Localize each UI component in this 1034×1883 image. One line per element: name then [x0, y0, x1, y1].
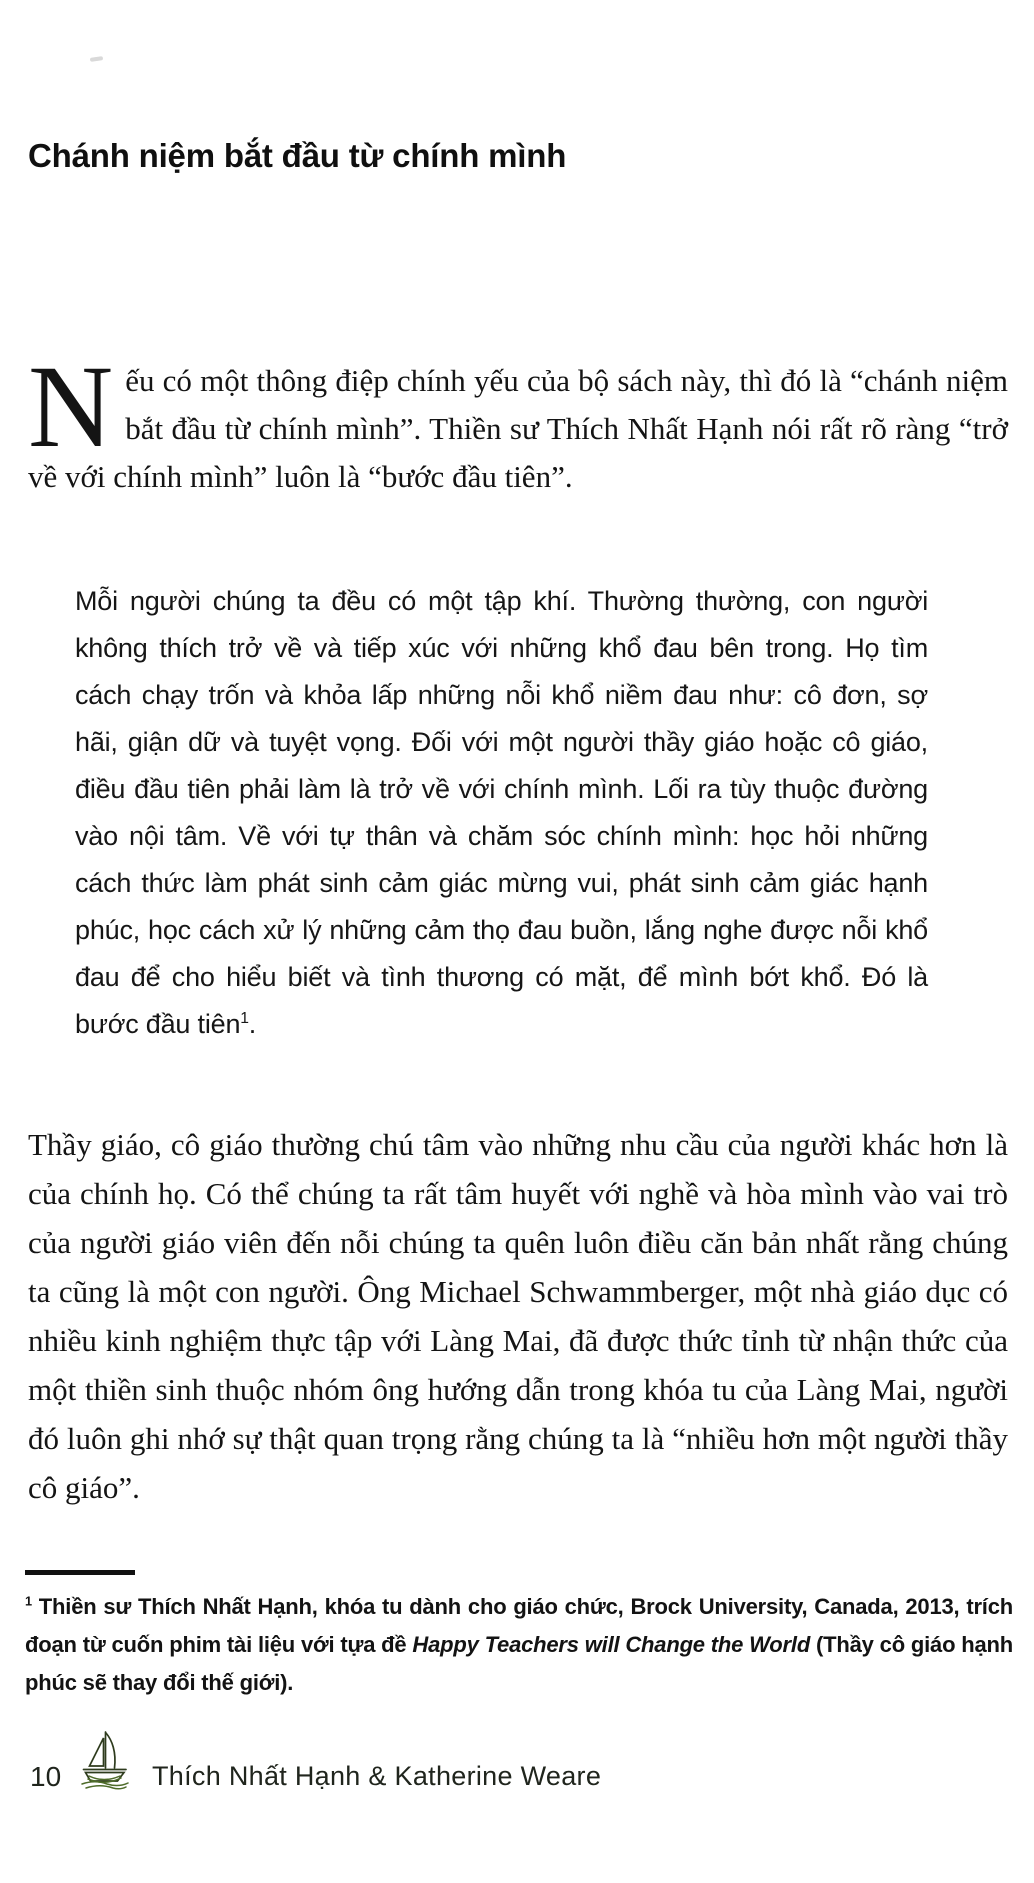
- scan-speck: [90, 56, 103, 62]
- body-paragraph: Thầy giáo, cô giáo thường chú tâm vào những nhu cầu của người khác hơn là của chính họ. Có thể chúng ta rất tâm huyết với nghề và hòa mình vào vai trò của người giáo viên đến nỗi chúng ta quên luôn điều căn bản nhất rằng chúng ta cũng là một con người. Ông Michael Schwammberger, một nhà giáo dục có nhiều kinh nghiệm thực tập với Làng Mai, đã được thức tỉnh từ nhận thức của một thiền sinh thuộc nhóm ông hướng dẫn trong khóa tu của Làng Mai, người đó luôn ghi nhớ sự thật quan trọng rằng chúng ta là “nhiều hơn một người thầy cô giáo”.: [28, 1127, 1008, 1505]
- page-number: 10: [30, 1761, 62, 1792]
- intro-paragraph: [28, 341, 1008, 501]
- quote-block: [75, 578, 928, 1048]
- footnote-reference: 1: [240, 1010, 249, 1027]
- drop-cap: N: [28, 341, 114, 472]
- footnote-book-title: Happy Teachers will Change the World: [412, 1632, 811, 1657]
- quote-text: Mỗi người chúng ta đều có một tập khí. Thường thường, con người không thích trở về và tiếp xúc với những khổ đau bên trong. Họ tìm cách chạy trốn và khỏa lấp những nỗi khổ niềm đau như: cô đơn, sợ hãi, giận dữ và tuyệt vọng. Đối với một người thầy giáo hoặc cô giáo, điều đầu tiên phải làm là trở về với chính mình. Lối ra tùy thuộc đường vào nội tâm. Về với tự thân và chăm sóc chính mình: học hỏi những cách thức làm phát sinh cảm giác mừng vui, phát sinh cảm giác hạnh phúc, học cách xử lý những cảm thọ đau buồn, lắng nghe được nỗi khổ đau để cho hiểu biết và tình thương có mặt, để mình bớt khổ. Đó là bước đầu tiên: [75, 586, 928, 1039]
- footnote-text-before: Thiền sư Thích Nhất Hạnh, khóa tu dành cho giáo chức, Brock University, Canada, 2013, trích đoạn từ cuốn phim tài liệu với tựa đề: [25, 1594, 1013, 1657]
- running-header: Chánh niệm bắt đầu từ chính mình: [28, 137, 567, 175]
- footnote-rule: [25, 1570, 135, 1575]
- footnote-text-after: (Thầy cô giáo hạnh phúc sẽ thay đổi thế giới).: [25, 1632, 1014, 1695]
- quote-end-punctuation: .: [248, 1009, 257, 1039]
- footnote: [25, 1588, 1013, 1702]
- book-authors: Thích Nhất Hạnh & Katherine Weare: [152, 1761, 602, 1791]
- sailboat-icon: [76, 1729, 134, 1793]
- footnote-marker: 1: [25, 1593, 32, 1609]
- intro-paragraph-text: ếu có một thông điệp chính yếu của bộ sách này, thì đó là “chánh niệm bắt đầu từ chính mình”. Thiền sư Thích Nhất Hạnh nói rất rõ ràng “trở về với chính mình” luôn là “bước đầu tiên”.: [28, 363, 1008, 494]
